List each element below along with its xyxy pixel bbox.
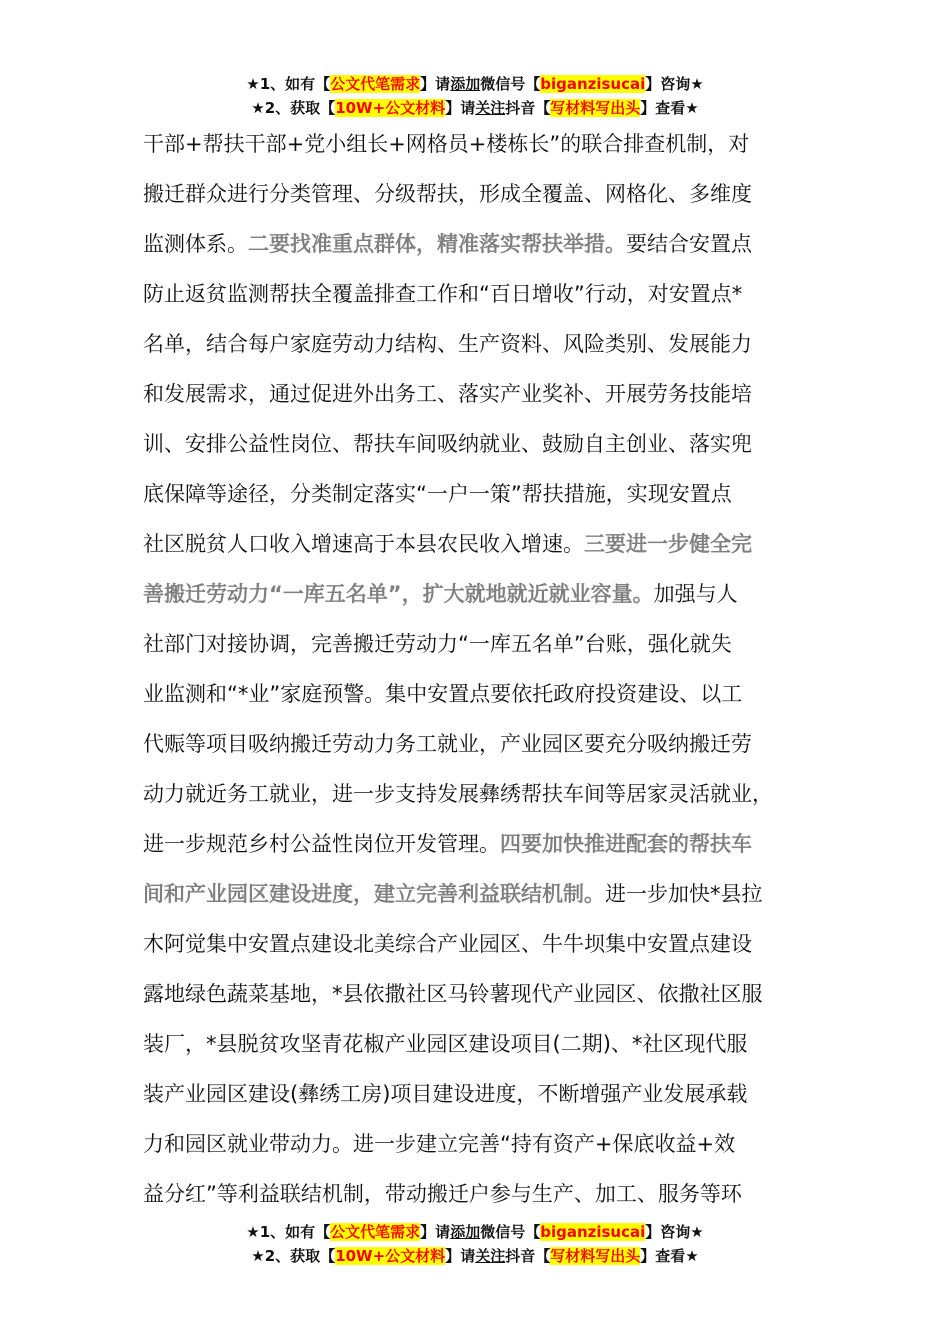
body-text-segment: 露地绿色蔬菜基地，*县依撒社区马铃薯现代产业园区、依撒社区服 — [143, 982, 763, 1006]
promo-text: ★1、如有【 — [246, 75, 331, 93]
body-text-segment: 进一步加快*县拉 — [605, 882, 763, 906]
promo-text: ★2、获取【 — [251, 1247, 336, 1265]
text-line — [143, 269, 808, 319]
body-text-segment: 防止返贫监测帮扶全覆盖排查工作和“百日增收”行动，对安置点* — [143, 282, 743, 306]
body-text-segment: 和发展需求，通过促进外出务工、落实产业奖补、开展劳务技能培 — [143, 382, 752, 406]
promo-banner-bottom — [0, 1220, 950, 1268]
body-text-segment: 底保障等途径，分类制定落实“一户一策”帮扶措施，实现安置点 — [143, 482, 732, 506]
promo-row-1 — [0, 72, 950, 96]
text-line — [143, 969, 808, 1019]
promo-text: 】查看★ — [640, 99, 699, 117]
promo-text: 抖音【 — [505, 1247, 551, 1265]
promo-row-2 — [0, 1244, 950, 1268]
promo-underline: 关注 — [475, 99, 506, 117]
text-line — [143, 169, 808, 219]
promo-text: 】请 — [445, 99, 476, 117]
text-line — [143, 819, 808, 869]
promo-text: 】请 — [420, 75, 451, 93]
body-text-segment: 力和园区就业带动力。进一步建立完善“持有资产+保底收益+效 — [143, 1132, 736, 1156]
promo-douyin-id: 写材料写出头 — [550, 1247, 641, 1265]
body-text-segment: 搬迁群众进行分类管理、分级帮扶，形成全覆盖、网格化、多维度 — [143, 182, 752, 206]
body-text-segment: 木阿觉集中安置点建设北美综合产业园区、牛牛坝集中安置点建设 — [143, 932, 752, 956]
body-text-segment: 社部门对接协调，完善搬迁劳动力“一库五名单”台账，强化就失 — [143, 632, 732, 656]
promo-banner-top — [0, 72, 950, 120]
text-line — [143, 919, 808, 969]
text-line — [143, 619, 808, 669]
text-line — [143, 569, 808, 619]
text-line — [143, 1169, 808, 1219]
text-line — [143, 869, 808, 919]
body-text-segment: 社区脱贫人口收入增速高于本县农民收入增速。 — [143, 532, 584, 556]
body-text-segment: 动力就近务工就业，进一步支持发展彝绣帮扶车间等居家灵活就业， — [143, 782, 773, 806]
text-line — [143, 119, 808, 169]
text-line — [143, 1069, 808, 1119]
promo-text: 】请 — [420, 1223, 451, 1241]
body-text-segment: 进一步规范乡村公益性岗位开发管理。 — [143, 832, 500, 856]
body-text-segment: 名单，结合每户家庭劳动力结构、生产资料、风险类别、发展能力 — [143, 332, 752, 356]
body-text-segment: 训、安排公益性岗位、帮扶车间吸纳就业、鼓励自主创业、落实兜 — [143, 432, 752, 456]
text-line — [143, 419, 808, 469]
promo-highlight: 公文代笔需求 — [330, 75, 421, 93]
promo-text: 】请 — [445, 1247, 476, 1265]
promo-row-2 — [0, 96, 950, 120]
promo-highlight: 10W+公文材料 — [335, 99, 446, 117]
body-text-segment: 加强与人 — [653, 582, 738, 606]
body-text-segment: 代赈等项目吸纳搬迁劳动力务工就业，产业园区要充分吸纳搬迁劳 — [143, 732, 752, 756]
bold-heading-text: 四要加快推进配套的帮扶车 — [500, 832, 752, 856]
body-text-segment: 干部+帮扶干部+党小组长+网格员+楼栋长”的联合排查机制，对 — [143, 132, 750, 156]
body-text-segment: 装厂，*县脱贫攻坚青花椒产业园区建设项目(二期)、*社区现代服 — [143, 1032, 748, 1056]
text-line — [143, 769, 808, 819]
text-line — [143, 369, 808, 419]
bold-heading-text: 二要找准重点群体，精准落实帮扶举措。 — [248, 232, 626, 256]
promo-highlight: 公文代笔需求 — [330, 1223, 421, 1241]
text-line — [143, 219, 808, 269]
promo-text: 抖音【 — [505, 99, 551, 117]
promo-text: ★2、获取【 — [251, 99, 336, 117]
body-text-segment: 业监测和“*业”家庭预警。集中安置点要依托政府投资建设、以工 — [143, 682, 743, 706]
text-line — [143, 1119, 808, 1169]
text-line — [143, 469, 808, 519]
promo-wechat-id: biganzisucai — [540, 75, 646, 93]
body-text-segment: 监测体系。 — [143, 232, 248, 256]
promo-text: 微信号【 — [480, 1223, 541, 1241]
promo-douyin-id: 写材料写出头 — [550, 99, 641, 117]
document-body — [143, 119, 808, 1219]
body-text-segment: 要结合安置点 — [626, 232, 752, 256]
text-line — [143, 319, 808, 369]
bold-heading-text: 间和产业园区建设进度，建立完善利益联结机制。 — [143, 882, 605, 906]
promo-underline: 关注 — [475, 1247, 506, 1265]
promo-row-1 — [0, 1220, 950, 1244]
promo-underline: 添加 — [450, 1223, 481, 1241]
body-text-segment: 益分红”等利益联结机制，带动搬迁户参与生产、加工、服务等环 — [143, 1182, 742, 1206]
promo-highlight: 10W+公文材料 — [335, 1247, 446, 1265]
promo-wechat-id: biganzisucai — [540, 1223, 646, 1241]
text-line — [143, 719, 808, 769]
text-line — [143, 669, 808, 719]
promo-text: 】咨询★ — [645, 1223, 704, 1241]
promo-text: 】查看★ — [640, 1247, 699, 1265]
promo-underline: 添加 — [450, 75, 481, 93]
promo-text: ★1、如有【 — [246, 1223, 331, 1241]
body-text-segment: 装产业园区建设(彝绣工房)项目建设进度，不断增强产业发展承载 — [143, 1082, 748, 1106]
text-line — [143, 519, 808, 569]
promo-text: 微信号【 — [480, 75, 541, 93]
bold-heading-text: 三要进一步健全完 — [584, 532, 752, 556]
text-line — [143, 1019, 808, 1069]
bold-heading-text: 善搬迁劳动力“一库五名单”，扩大就地就近就业容量。 — [143, 582, 654, 606]
promo-text: 】咨询★ — [645, 75, 704, 93]
